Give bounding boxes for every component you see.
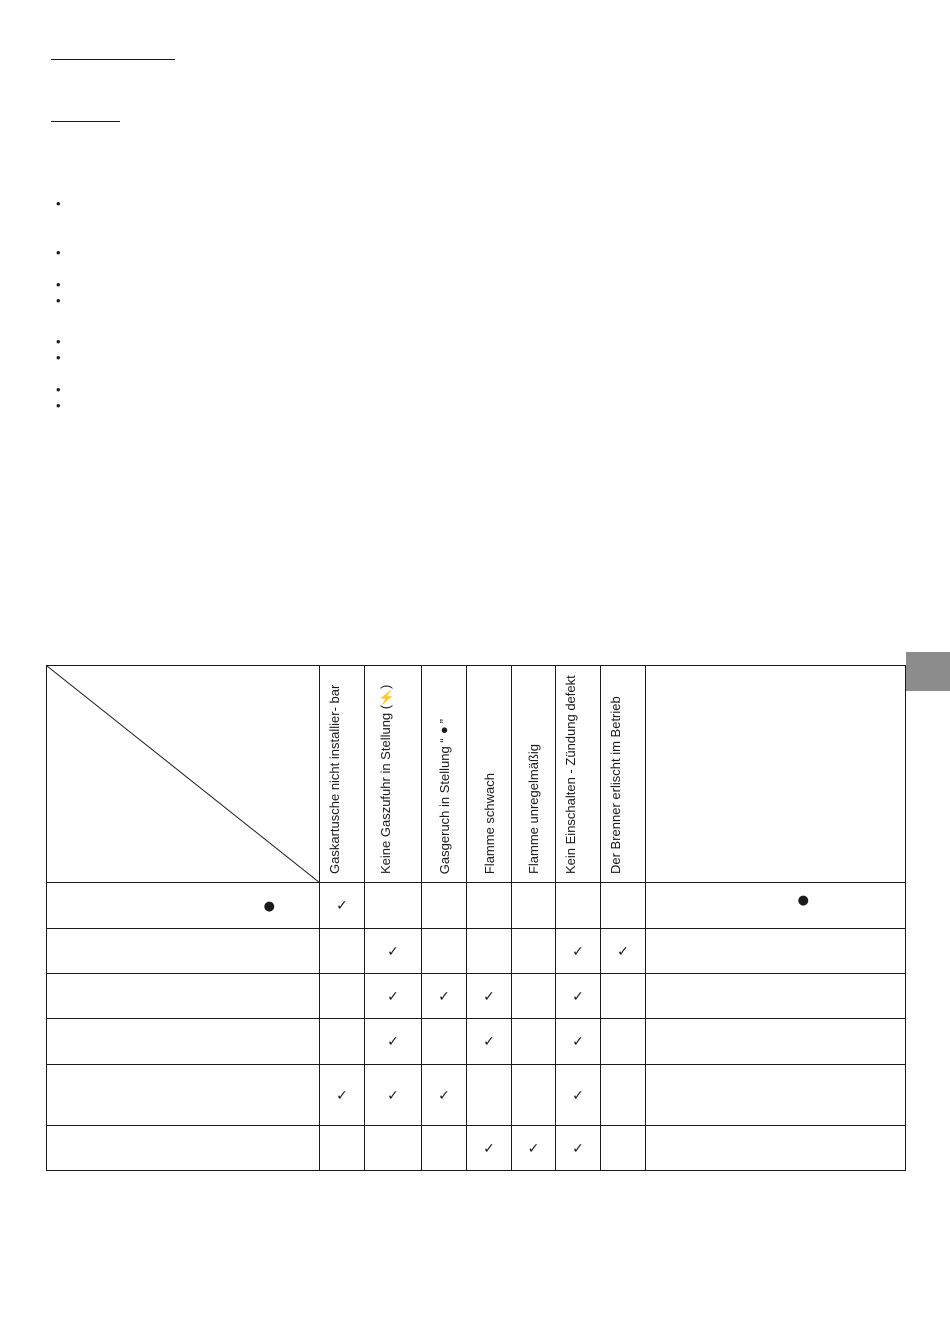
table-row (47, 1065, 906, 1126)
check-cell (512, 1065, 556, 1126)
check-mark-icon: ✓ (387, 988, 399, 1005)
check-cell (512, 974, 556, 1019)
check-cell (320, 974, 365, 1019)
check-cell (422, 974, 467, 1019)
check-cell (467, 929, 512, 974)
check-cell (556, 1019, 601, 1065)
section-side-tab (906, 652, 950, 691)
check-cell (556, 929, 601, 974)
col-header-6-label: Kein Einschalten - Zündung defekt (563, 675, 578, 874)
check-mark-icon: ✓ (483, 1140, 495, 1157)
heading-underline-1 (51, 59, 175, 60)
row-remedy-marker: ● (797, 893, 809, 908)
check-cell (320, 883, 365, 929)
col-header-7-label: Der Brenner erlischt im Betrieb (608, 696, 623, 874)
check-cell (320, 1065, 365, 1126)
bullet-3: • (56, 277, 61, 292)
check-cell (365, 929, 422, 974)
row-cause-cell (47, 883, 320, 929)
check-cell (601, 1065, 646, 1126)
check-mark-icon: ✓ (527, 1140, 540, 1157)
check-cell (320, 1019, 365, 1065)
table-row (47, 883, 906, 929)
table-row (47, 1126, 906, 1171)
check-cell (512, 883, 556, 929)
check-cell (467, 1126, 512, 1171)
check-mark-icon: ✓ (336, 1087, 348, 1104)
row-remedy-cell (646, 929, 906, 974)
check-cell (512, 1019, 556, 1065)
col-header-6 (556, 666, 601, 883)
row-cause-cell (47, 1126, 320, 1171)
row-remedy-cell (646, 1126, 906, 1171)
col-header-4 (467, 666, 512, 883)
check-cell (601, 974, 646, 1019)
check-cell (556, 974, 601, 1019)
check-mark-icon: ✓ (572, 1087, 584, 1104)
check-cell (422, 1126, 467, 1171)
bullet-5: • (56, 334, 61, 349)
check-cell (422, 929, 467, 974)
row-remedy-cell (646, 883, 906, 929)
row-cause-cell (47, 1019, 320, 1065)
col-header-5 (512, 666, 556, 883)
check-mark-icon: ✓ (438, 1087, 450, 1104)
col-header-7 (601, 666, 646, 883)
check-cell (365, 974, 422, 1019)
check-mark-icon: ✓ (617, 943, 629, 960)
row-cause-cell (47, 1065, 320, 1126)
check-mark-icon: ✓ (572, 1034, 584, 1050)
check-cell (467, 883, 512, 929)
bullet-7: • (56, 382, 61, 397)
check-cell (320, 929, 365, 974)
col-header-5-label: Flamme unregelmäßig (526, 743, 541, 874)
check-cell (556, 1065, 601, 1126)
bullet-2: • (56, 245, 61, 260)
check-mark-icon: ✓ (387, 943, 399, 960)
bullet-8: • (56, 398, 61, 413)
row-remedy-cell (646, 1019, 906, 1065)
check-mark-icon: ✓ (572, 988, 584, 1005)
check-mark-icon: ✓ (483, 1034, 495, 1050)
corner-diagonal (47, 666, 320, 883)
check-cell (320, 1126, 365, 1171)
check-cell (556, 883, 601, 929)
check-cell (601, 929, 646, 974)
col-header-3-label: Gasgeruch in Stellung “●” (436, 718, 452, 874)
bullet-4: • (56, 293, 61, 308)
heading-underline-2 (51, 121, 120, 122)
check-mark-icon: ✓ (572, 1140, 584, 1157)
check-cell (467, 1019, 512, 1065)
check-mark-icon: ✓ (438, 988, 450, 1005)
col-header-3 (422, 666, 467, 883)
bullet-6: • (56, 350, 61, 365)
check-cell (512, 929, 556, 974)
table-corner-cell (47, 666, 320, 883)
check-cell (512, 1126, 556, 1171)
bullet-1: • (56, 196, 61, 211)
check-cell (365, 883, 422, 929)
check-cell (365, 1126, 422, 1171)
check-mark-icon: ✓ (483, 988, 495, 1005)
check-mark-icon: ✓ (387, 1087, 399, 1104)
check-mark-icon: ✓ (387, 1034, 399, 1050)
check-cell (467, 1065, 512, 1126)
check-cell (422, 883, 467, 929)
col-header-remedy (646, 666, 906, 883)
row-cause-cell (47, 974, 320, 1019)
table-row (47, 974, 906, 1019)
check-cell (601, 883, 646, 929)
col-header-1-label: Gaskartusche nicht installier- bar (327, 684, 342, 874)
col-header-4-label: Flamme schwach (481, 772, 497, 874)
col-header-1 (320, 666, 365, 883)
table-row (47, 929, 906, 974)
check-cell (365, 1065, 422, 1126)
col-header-2 (365, 666, 422, 883)
check-cell (601, 1019, 646, 1065)
col-header-2-label: Keine Gaszufuhr in Stellung (⚡) (378, 684, 393, 874)
table-body (47, 883, 906, 1171)
check-mark-icon: ✓ (336, 898, 348, 914)
check-cell (422, 1019, 467, 1065)
table-row (47, 1019, 906, 1065)
check-cell (601, 1126, 646, 1171)
check-cell (422, 1065, 467, 1126)
check-mark-icon: ✓ (572, 943, 584, 960)
check-cell (365, 1019, 422, 1065)
check-cell (467, 974, 512, 1019)
row-cause-marker: ● (263, 899, 275, 914)
row-cause-cell (47, 929, 320, 974)
row-remedy-cell (646, 1065, 906, 1126)
row-remedy-cell (646, 974, 906, 1019)
check-cell (556, 1126, 601, 1171)
troubleshooting-table (46, 665, 906, 1171)
